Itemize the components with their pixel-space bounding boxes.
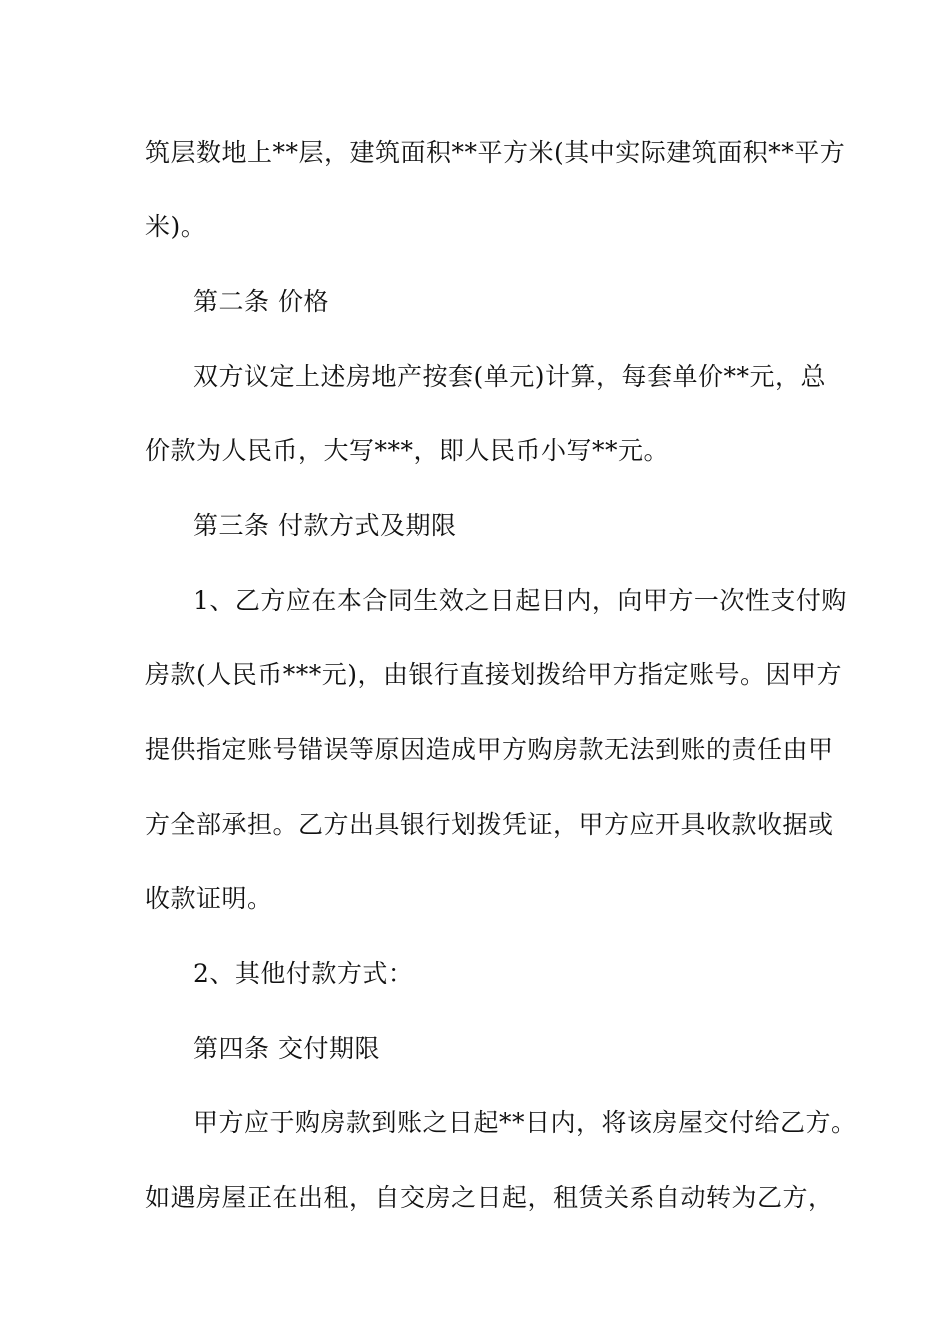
text-line: 方全部承担。乙方出具银行划拨凭证，甲方应开具收款收据或 <box>145 810 834 839</box>
text-line: 筑层数地上**层，建筑面积**平方米(其中实际建筑面积**平方 <box>145 138 846 167</box>
text-line: 米)。 <box>145 212 207 241</box>
text-line: 收款证明。 <box>145 884 273 913</box>
text-line: 甲方应于购房款到账之日起**日内，将该房屋交付给乙方。 <box>193 1108 857 1137</box>
text-line: 如遇房屋正在出租，自交房之日起，租赁关系自动转为乙方， <box>145 1183 834 1212</box>
text-line: 价款为人民币，大写***，即人民币小写**元。 <box>145 436 670 465</box>
text-line: 1、乙方应在本合同生效之日起日内，向甲方一次性支付购 <box>193 586 847 615</box>
text-line: 2、其他付款方式： <box>193 959 414 988</box>
text-line: 提供指定账号错误等原因造成甲方购房款无法到账的责任由甲 <box>145 735 834 764</box>
text-line: 房款(人民币***元)，由银行直接划拨给甲方指定账号。因甲方 <box>145 660 843 689</box>
section-heading: 第四条 交付期限 <box>193 1034 380 1063</box>
section-heading: 第二条 价格 <box>193 287 329 316</box>
text-line: 双方议定上述房地产按套(单元)计算，每套单价**元，总 <box>193 362 827 391</box>
section-heading: 第三条 付款方式及期限 <box>193 511 457 540</box>
